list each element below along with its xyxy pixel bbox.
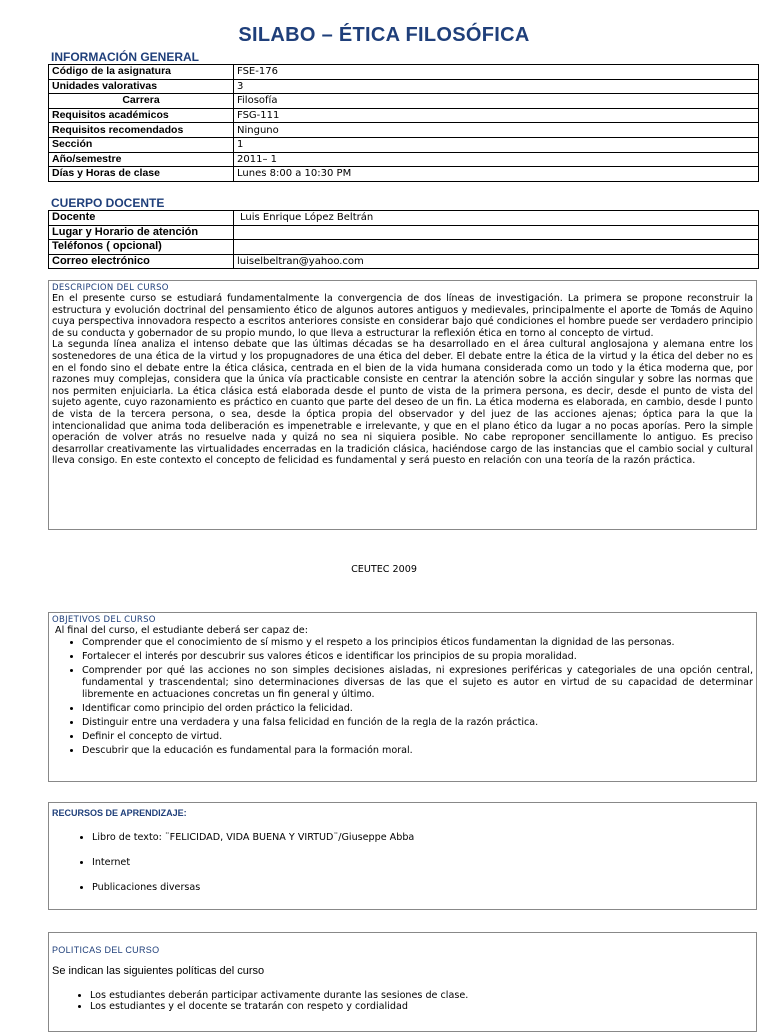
list-item: • Definir el concepto de virtud.: [82, 731, 753, 743]
objetivos-list: [52, 637, 753, 757]
politicas-intro: Se indican las siguientes políticas del curso: [52, 965, 265, 977]
cuerpo-docente-table: [48, 210, 759, 269]
row-value: Lunes 8:00 a 10:30 PM: [234, 167, 759, 182]
row-value: [234, 240, 759, 255]
politicas-heading: POLITICAS DEL CURSO: [52, 945, 160, 955]
table-row: [49, 94, 759, 109]
row-label: Código de la asignatura: [49, 65, 234, 80]
cuerpo-docente-heading: CUERPO DOCENTE: [51, 196, 165, 210]
row-value: 3: [234, 79, 759, 94]
table-row: [49, 65, 759, 80]
recursos-list: [52, 832, 753, 894]
table-row: [49, 152, 759, 167]
table-row: [49, 108, 759, 123]
table-row: [49, 137, 759, 152]
list-item: • Descubrir que la educación es fundamental para la formación moral.: [82, 745, 753, 757]
row-value: Filosofía: [234, 94, 759, 109]
list-item: • Internet: [92, 857, 753, 869]
table-row: [49, 240, 759, 255]
row-label: Correo electrónico: [49, 254, 234, 269]
row-label: Teléfonos ( opcional): [49, 240, 234, 255]
table-row: [49, 225, 759, 240]
row-value: FSG-111: [234, 108, 759, 123]
row-value: FSE-176: [234, 65, 759, 80]
row-label: Unidades valorativas: [49, 79, 234, 94]
info-general-heading: INFORMACIÓN GENERAL: [51, 50, 199, 64]
list-item: • Fortalecer el interés por descubrir sus valores éticos e identificar los principios de su propia moralidad.: [82, 651, 753, 663]
table-row: [49, 79, 759, 94]
list-item: • Distinguir entre una verdadera y una falsa felicidad en función de la regla de la razón práctica.: [82, 717, 753, 729]
list-item: • Comprender por qué las acciones no son simples decisiones aisladas, ni expresiones periféricas y categoriales de una opción central, fundamental y trascendental; sino determinaciones diversas de las que el sujeto es autor en virtud de su capacidad de determinar libremente en actuaciones concretas un fin general y último.: [82, 665, 753, 700]
row-label: Docente: [49, 211, 234, 226]
list-item: • Los estudiantes y el docente se tratarán con respeto y cordialidad: [90, 1001, 753, 1012]
table-row: [49, 211, 759, 226]
recursos-heading: RECURSOS DE APRENDIZAJE:: [52, 808, 187, 818]
list-item: • Los estudiantes deberán participar activamente durante las sesiones de clase.: [90, 990, 753, 1001]
row-label: Año/semestre: [49, 152, 234, 167]
politicas-box: [48, 932, 757, 1032]
row-value: 2011– 1: [234, 152, 759, 167]
row-value: 1: [234, 137, 759, 152]
descripcion-paragraph-2: La segunda línea analiza el intenso debate que las últimas décadas se ha desarrollado en el área cultural anglosajona y alemana entre los sostenedores de una ética de la virtud y los propugnadores de una ética del deber. El debate entre la ética de la virtud y la ética del deber no es en el fondo sino el debate entre la ética clásica, centrada en el bien de la vida humana considerada como un todo y la ética moderna que, por razones muy complejas, considera que la única vía practicable consiste en centrar la atención sobre la acción singular y sobre las normas que nos permiten enjuiciarla. La ética clásica está elaborada desde el punto de vista de la primera persona, es decir, desde el punto de vista del sujeto agente, cuyo razonamiento es práctico en cuanto que parte del deseo de un fin. La ética moderna es elaborada, en cambio, desde l punto de vista de la tercera persona, o sea, desde la óptica propia del observador y del juez de las acciones ajenas; óptica para la que la intencionalidad que anima toda deliberación es impenetrable e irrelevante, y que en el plano ético da lugar a no pocas aporías. Pero la simple operación de volver atrás no resuelve nada y quizá no sea ni siquiera posible. No cabe reproponer sencillamente lo antiguo. Es preciso desarrollar creativamente las virtualidades encerradas en la tradición clásica, haciéndose cargo de las instancias que el cambio social y cultural lleva consigo. En este contexto el concepto de felicidad es fundamental y será puesto en relación con una teoría de la razón práctica.: [52, 339, 753, 467]
objetivos-heading: OBJETIVOS DEL CURSO: [52, 615, 156, 625]
table-row: [49, 254, 759, 269]
descripcion-box: [48, 280, 757, 530]
row-value: luiselbeltran@yahoo.com: [234, 254, 759, 269]
list-item: • Libro de texto: ¨FELICIDAD, VIDA BUENA Y VIRTUD¨/Giuseppe Abba: [92, 832, 753, 844]
row-value: [234, 225, 759, 240]
row-label: Días y Horas de clase: [49, 167, 234, 182]
table-row: [49, 167, 759, 182]
page-title: SILABO – ÉTICA FILOSÓFICA: [238, 24, 530, 46]
recursos-box: [48, 802, 757, 910]
info-general-table: [48, 64, 759, 182]
row-value: Ninguno: [234, 123, 759, 138]
list-item: • Publicaciones diversas: [92, 882, 753, 894]
table-row: [49, 123, 759, 138]
row-label: Requisitos académicos: [49, 108, 234, 123]
row-label: Lugar y Horario de atención: [49, 225, 234, 240]
institution-label: CEUTEC 2009: [351, 564, 417, 575]
descripcion-paragraph-1: En el presente curso se estudiará fundamentalmente la convergencia de dos líneas de investigación. La primera se propone reconstruir la estructura y evolución doctrinal del pensamiento ético de algunos autores antiguos y medievales, principalmente el aporte de Tomás de Aquino cuya perspectiva innovadora respecto a escritos anteriores consiste en considerar bajo qué condiciones el hombre puede ser verdadero principio de su conducta y gobernador de su propio mundo, lo que lleva a estructurar la reflexión ética en torno al concepto de virtud.: [52, 293, 753, 339]
objetivos-intro: Al final del curso, el estudiante deberá ser capaz de:: [55, 625, 308, 636]
politicas-list: [52, 990, 753, 1013]
row-label: Requisitos recomendados: [49, 123, 234, 138]
row-label: Carrera: [49, 94, 234, 109]
row-label: Sección: [49, 137, 234, 152]
list-item: • Comprender que el conocimiento de sí mismo y el respeto a los principios éticos fundamentan la dignidad de las personas.: [82, 637, 753, 649]
objetivos-box: [48, 612, 757, 782]
list-item: • Identificar como principio del orden práctico la felicidad.: [82, 703, 753, 715]
row-value: Luis Enrique López Beltrán: [234, 211, 759, 226]
descripcion-heading: DESCRIPCION DEL CURSO: [52, 283, 169, 293]
